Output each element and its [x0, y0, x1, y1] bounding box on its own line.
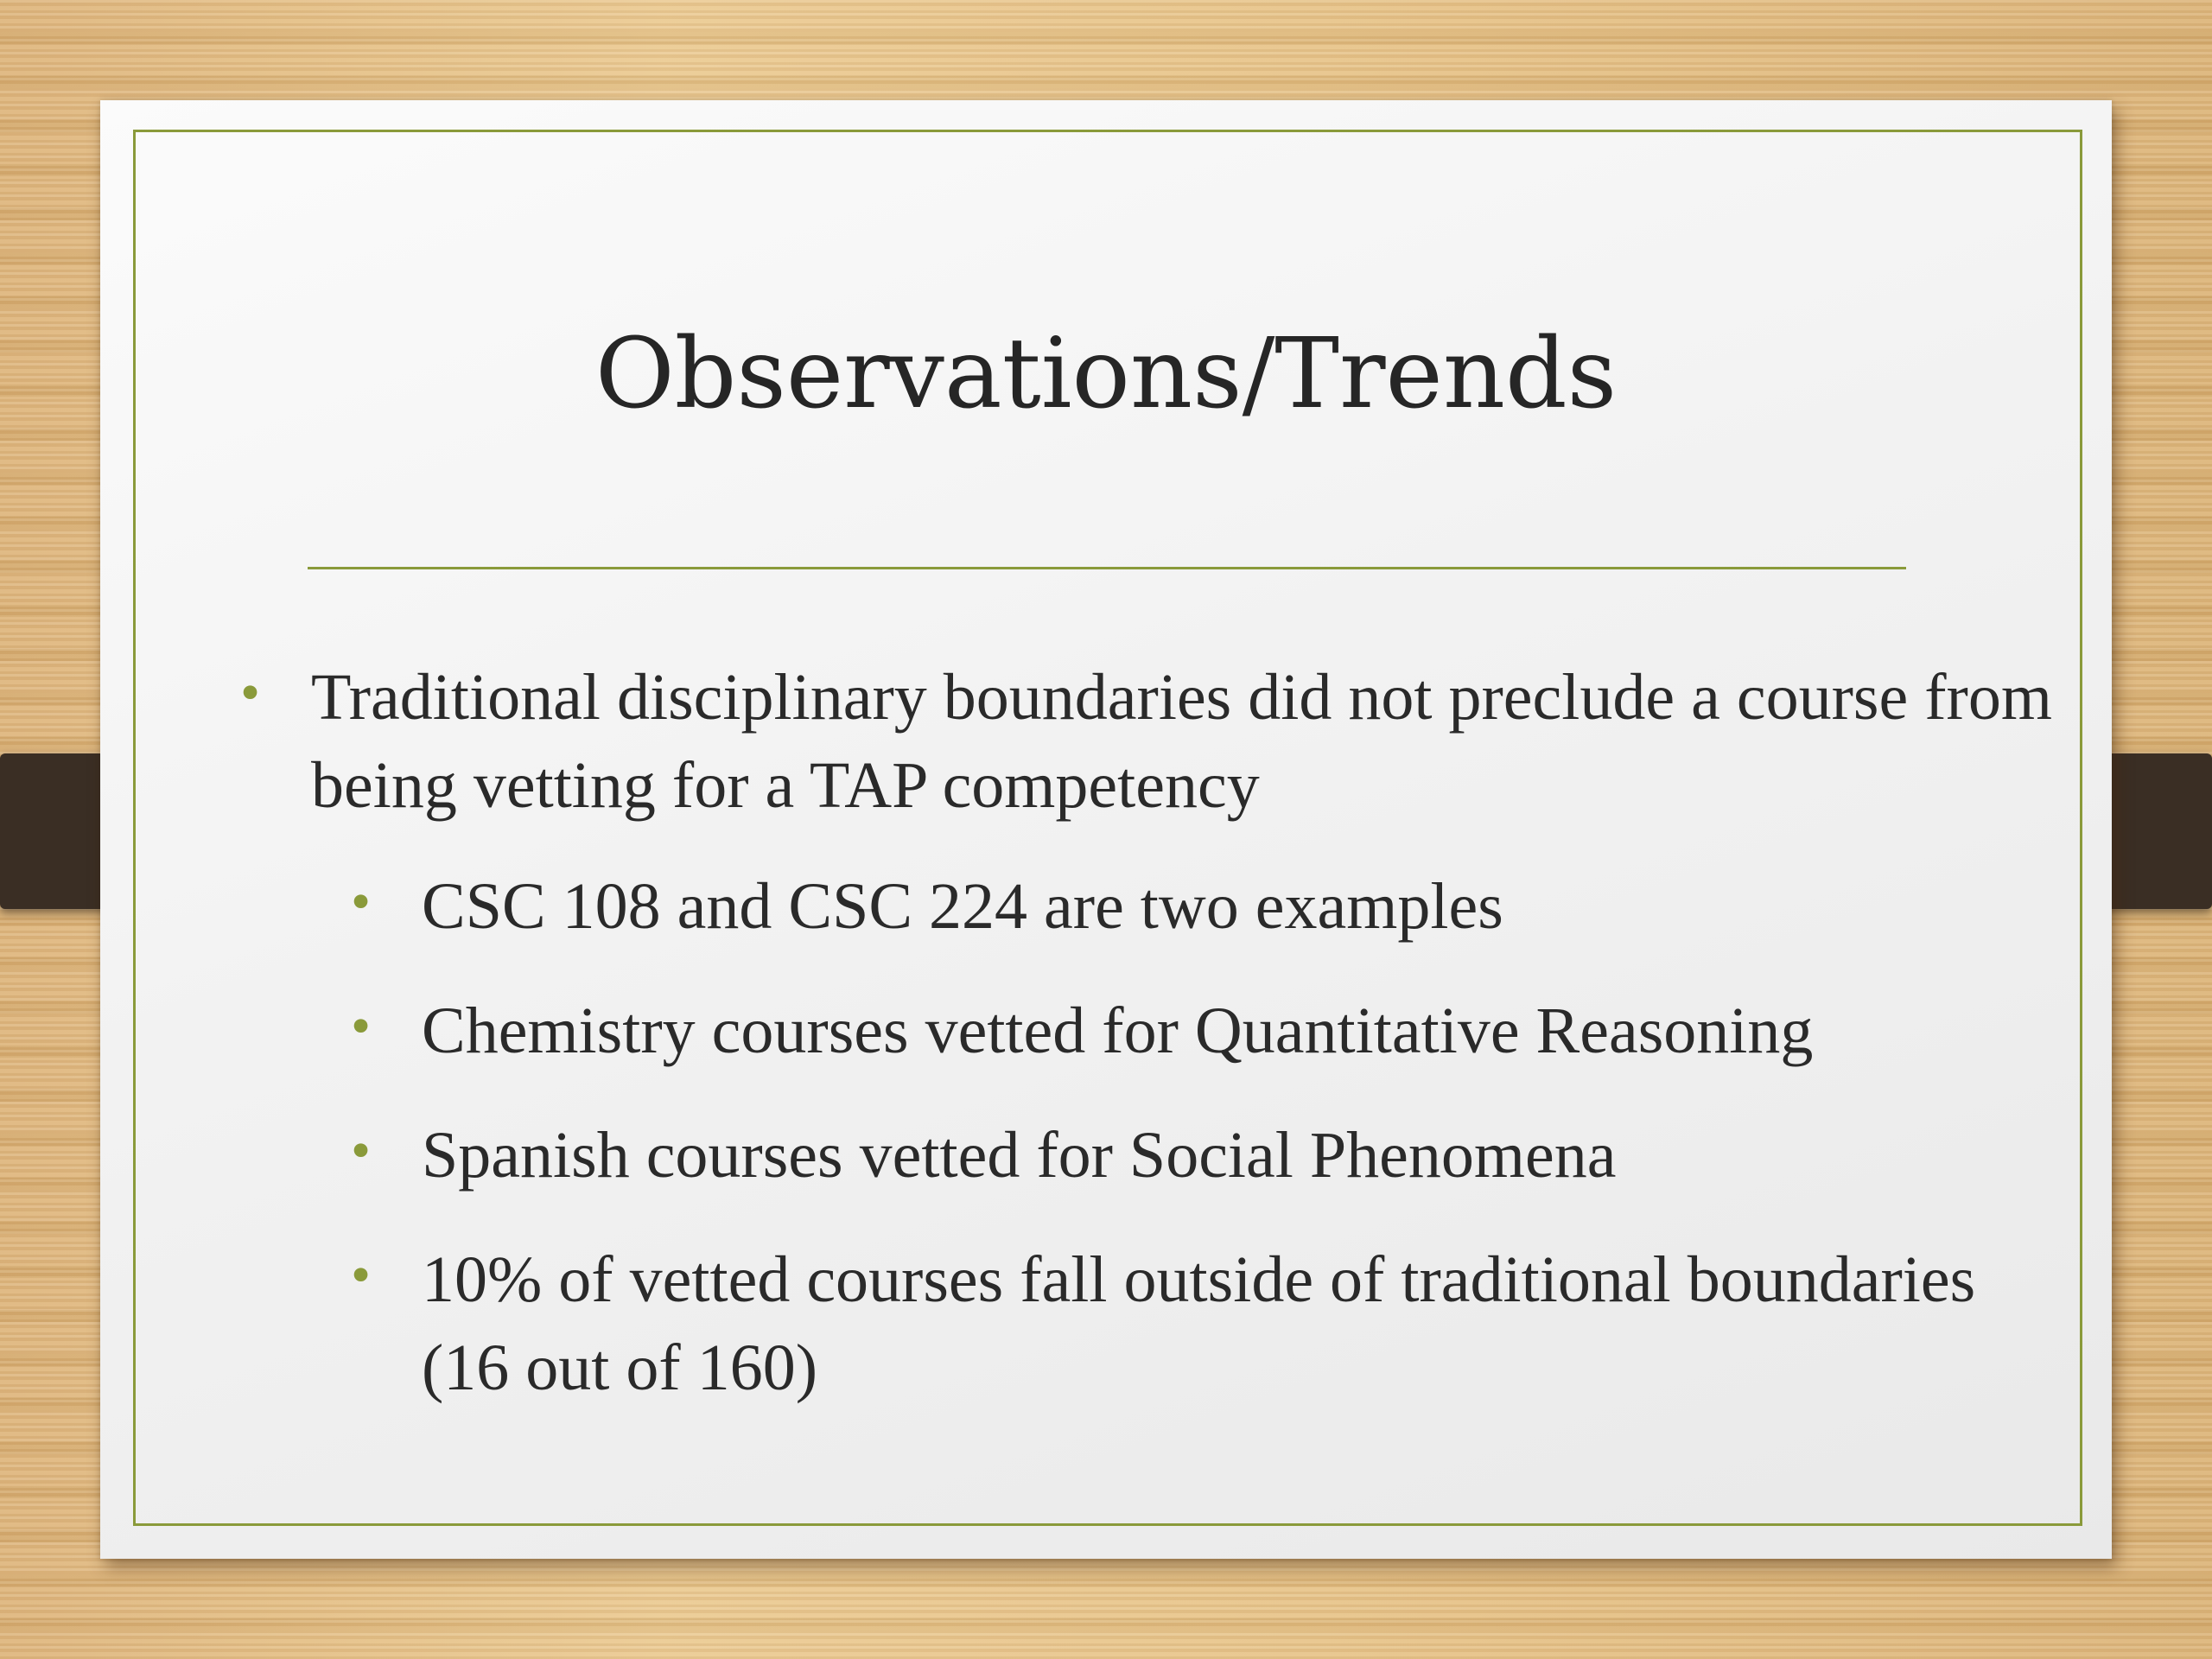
sub-bullet-item — [349, 1236, 2070, 1412]
sub-bullet-item — [349, 987, 2070, 1075]
slide — [100, 100, 2112, 1559]
bullet-icon: • — [351, 870, 372, 933]
sub-bullet-item — [349, 1111, 2070, 1199]
sub-bullet-list — [349, 862, 2070, 1412]
bullet-icon: • — [351, 995, 372, 1058]
bullet-icon: • — [240, 661, 261, 724]
sub-bullet-text: Chemistry courses vetted for Quantitative Reasoning — [422, 995, 1814, 1067]
sub-bullet-text: Spanish courses vetted for Social Phenomena — [422, 1119, 1617, 1192]
sub-bullet-text: CSC 108 and CSC 224 are two examples — [422, 870, 1503, 943]
bullet-text: Traditional disciplinary boundaries did not preclude a course from being vetting for a TAP competency — [311, 661, 2052, 822]
sub-bullet-item — [349, 862, 2070, 950]
sub-bullet-text: 10% of vetted courses fall outside of traditional boundaries (16 out of 160) — [422, 1243, 1976, 1404]
slide-body — [238, 653, 2070, 1448]
title-divider — [308, 567, 1906, 569]
bullet-icon: • — [351, 1243, 372, 1306]
bullet-icon: • — [351, 1119, 372, 1182]
slide-title: Observations/Trends — [594, 318, 1618, 430]
bullet-item — [238, 653, 2070, 830]
